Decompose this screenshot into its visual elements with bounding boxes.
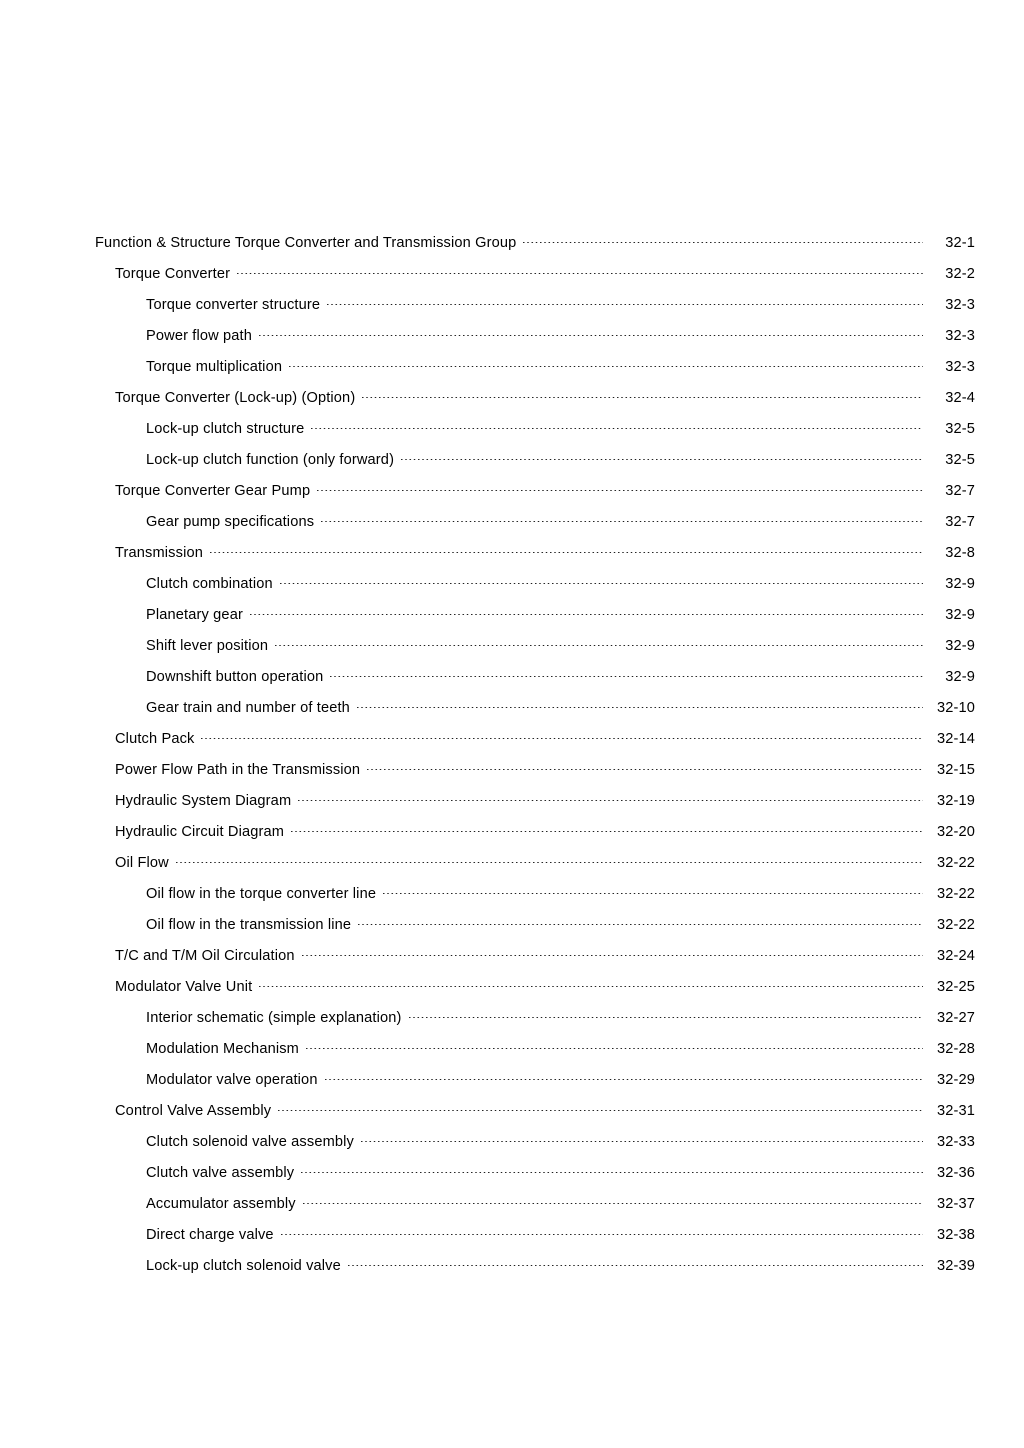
toc-entry[interactable] — [146, 600, 975, 631]
toc-entry-title: Lock-up clutch structure — [146, 421, 305, 437]
toc-entry-page-number: 32-5 — [945, 452, 975, 468]
toc-entry-page-number: 32-8 — [945, 545, 975, 561]
toc-entry[interactable] — [146, 1158, 975, 1189]
toc-dot-leader — [176, 852, 923, 867]
toc-entry-title: Downshift button operation — [146, 669, 324, 685]
toc-entry[interactable] — [115, 817, 975, 848]
toc-entry[interactable] — [115, 972, 975, 1003]
toc-entry-title: Interior schematic (simple explanation) — [146, 1010, 402, 1026]
toc-entry-page-number: 32-5 — [945, 421, 975, 437]
toc-entry-page-number: 32-9 — [945, 576, 975, 592]
toc-entry-page-number: 32-28 — [936, 1041, 975, 1057]
toc-entry-page-number: 32-36 — [936, 1165, 975, 1181]
toc-entry[interactable] — [146, 290, 975, 321]
toc-entry[interactable] — [146, 631, 975, 662]
toc-entry-title: Clutch solenoid valve assembly — [146, 1134, 354, 1150]
toc-entry-title: Oil flow in the torque converter line — [146, 886, 377, 902]
toc-entry[interactable] — [115, 476, 975, 507]
toc-entry-page-number: 32-9 — [945, 638, 975, 654]
toc-entry-title: Gear train and number of teeth — [146, 700, 350, 716]
toc-entry-title: Torque Converter (Lock-up) (Option) — [115, 390, 356, 406]
toc-entry-title: Hydraulic System Diagram — [115, 793, 292, 809]
toc-dot-leader — [409, 1007, 923, 1022]
toc-entry-page-number: 32-15 — [936, 762, 975, 778]
toc-entry-title: Function & Structure Torque Converter and Transmission Group — [95, 235, 517, 251]
toc-entry-title: Clutch combination — [146, 576, 273, 592]
toc-entry[interactable] — [146, 1003, 975, 1034]
toc-entry[interactable] — [146, 569, 975, 600]
toc-entry-page-number: 32-27 — [936, 1010, 975, 1026]
toc-dot-leader — [362, 387, 923, 402]
toc-entry-page-number: 32-7 — [945, 514, 975, 530]
toc-entry[interactable] — [95, 228, 975, 259]
toc-dot-leader — [237, 263, 923, 278]
toc-entry-title: Torque Converter — [115, 266, 231, 282]
toc-entry-page-number: 32-1 — [945, 235, 975, 251]
toc-dot-leader — [259, 976, 923, 991]
toc-entry[interactable] — [146, 321, 975, 352]
toc-entry-page-number: 32-19 — [936, 793, 975, 809]
toc-entry[interactable] — [146, 1189, 975, 1220]
toc-entry-page-number: 32-22 — [936, 886, 975, 902]
toc-entry-page-number: 32-14 — [936, 731, 975, 747]
toc-dot-leader — [298, 790, 923, 805]
toc-entry-title: Planetary gear — [146, 607, 243, 623]
toc-dot-leader — [325, 1069, 923, 1084]
toc-entry-page-number: 32-39 — [936, 1258, 975, 1274]
toc-entry-page-number: 32-9 — [945, 607, 975, 623]
toc-entry-title: Oil flow in the transmission line — [146, 917, 352, 933]
toc-entry[interactable] — [115, 724, 975, 755]
toc-dot-leader — [291, 821, 923, 836]
toc-entry[interactable] — [115, 755, 975, 786]
toc-entry-title: Power flow path — [146, 328, 253, 344]
toc-dot-leader — [523, 232, 923, 247]
toc-dot-leader — [348, 1255, 923, 1270]
toc-entry-title: Transmission — [115, 545, 203, 561]
toc-entry-page-number: 32-3 — [945, 297, 975, 313]
toc-entry-title: Control Valve Assembly — [115, 1103, 272, 1119]
toc-entry[interactable] — [146, 507, 975, 538]
toc-entry-title: Lock-up clutch solenoid valve — [146, 1258, 341, 1274]
toc-entry-page-number: 32-9 — [945, 669, 975, 685]
toc-dot-leader — [275, 635, 923, 650]
toc-entry[interactable] — [146, 445, 975, 476]
toc-entry-page-number: 32-38 — [936, 1227, 975, 1243]
toc-entry-title: Oil Flow — [115, 855, 169, 871]
toc-entry-title: Clutch Pack — [115, 731, 195, 747]
toc-entry[interactable] — [146, 1034, 975, 1065]
toc-entry-title: Torque Converter Gear Pump — [115, 483, 311, 499]
toc-entry-page-number: 32-33 — [936, 1134, 975, 1150]
toc-entry[interactable] — [146, 1220, 975, 1251]
toc-entry-title: Lock-up clutch function (only forward) — [146, 452, 395, 468]
toc-dot-leader — [201, 728, 923, 743]
toc-dot-leader — [367, 759, 923, 774]
toc-dot-leader — [330, 666, 923, 681]
toc-dot-leader — [303, 1193, 923, 1208]
toc-entry-page-number: 32-2 — [945, 266, 975, 282]
toc-entry-title: T/C and T/M Oil Circulation — [115, 948, 295, 964]
toc-entry[interactable] — [115, 786, 975, 817]
toc-entry[interactable] — [146, 1251, 975, 1282]
toc-entry[interactable] — [146, 1065, 975, 1096]
toc-entry-page-number: 32-3 — [945, 359, 975, 375]
toc-entry[interactable] — [146, 1127, 975, 1158]
toc-entry-title: Modulator Valve Unit — [115, 979, 253, 995]
toc-entry[interactable] — [115, 1096, 975, 1127]
toc-entry[interactable] — [146, 352, 975, 383]
toc-dot-leader — [358, 914, 923, 929]
toc-entry-title: Torque multiplication — [146, 359, 283, 375]
toc-dot-leader — [306, 1038, 923, 1053]
toc-dot-leader — [327, 294, 923, 309]
toc-entry-title: Shift lever position — [146, 638, 269, 654]
toc-dot-leader — [383, 883, 923, 898]
table-of-contents — [95, 228, 975, 1282]
toc-entry-page-number: 32-31 — [936, 1103, 975, 1119]
toc-entry-page-number: 32-3 — [945, 328, 975, 344]
toc-entry[interactable] — [146, 910, 975, 941]
toc-entry[interactable] — [115, 941, 975, 972]
toc-entry[interactable] — [115, 383, 975, 414]
toc-dot-leader — [280, 573, 923, 588]
toc-entry-title: Modulation Mechanism — [146, 1041, 299, 1057]
toc-entry[interactable] — [146, 662, 975, 693]
toc-entry-page-number: 32-29 — [936, 1072, 975, 1088]
toc-dot-leader — [401, 449, 923, 464]
toc-entry-page-number: 32-22 — [936, 917, 975, 933]
toc-entry-page-number: 32-22 — [936, 855, 975, 871]
toc-entry-page-number: 32-20 — [936, 824, 975, 840]
toc-entry-title: Hydraulic Circuit Diagram — [115, 824, 285, 840]
toc-entry-page-number: 32-4 — [945, 390, 975, 406]
toc-entry[interactable] — [146, 414, 975, 445]
toc-entry-page-number: 32-25 — [936, 979, 975, 995]
toc-dot-leader — [278, 1100, 923, 1115]
toc-dot-leader — [302, 945, 923, 960]
toc-entry-page-number: 32-37 — [936, 1196, 975, 1212]
toc-entry[interactable] — [146, 879, 975, 910]
toc-entry-page-number: 32-24 — [936, 948, 975, 964]
toc-entry-title: Modulator valve operation — [146, 1072, 318, 1088]
toc-dot-leader — [361, 1131, 923, 1146]
toc-entry-title: Gear pump specifications — [146, 514, 315, 530]
toc-dot-leader — [259, 325, 923, 340]
toc-entry[interactable] — [146, 693, 975, 724]
toc-entry[interactable] — [115, 538, 975, 569]
toc-dot-leader — [210, 542, 923, 557]
toc-entry-page-number: 32-10 — [936, 700, 975, 716]
toc-entry-title: Power Flow Path in the Transmission — [115, 762, 361, 778]
toc-dot-leader — [289, 356, 923, 371]
toc-entry-title: Direct charge valve — [146, 1227, 274, 1243]
toc-dot-leader — [301, 1162, 923, 1177]
toc-dot-leader — [357, 697, 923, 712]
toc-dot-leader — [281, 1224, 923, 1239]
toc-entry[interactable] — [115, 259, 975, 290]
toc-entry-title: Accumulator assembly — [146, 1196, 296, 1212]
toc-entry-title: Torque converter structure — [146, 297, 321, 313]
toc-entry[interactable] — [115, 848, 975, 879]
toc-dot-leader — [250, 604, 923, 619]
toc-dot-leader — [321, 511, 923, 526]
toc-dot-leader — [317, 480, 923, 495]
toc-entry-title: Clutch valve assembly — [146, 1165, 295, 1181]
toc-dot-leader — [311, 418, 923, 433]
toc-entry-page-number: 32-7 — [945, 483, 975, 499]
